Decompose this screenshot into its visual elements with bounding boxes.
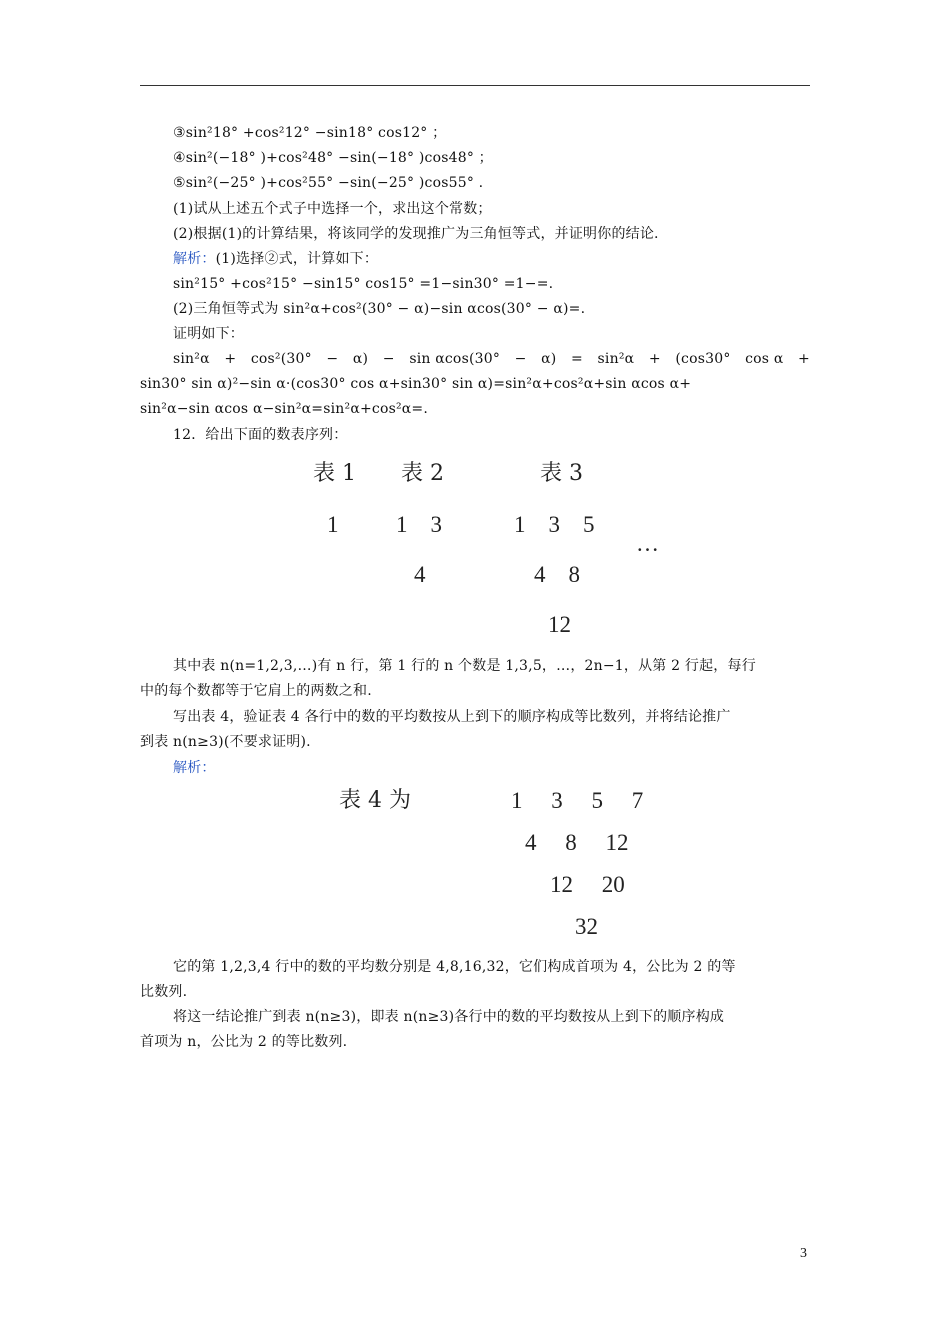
solution-intro-label: 解析： (173, 251, 216, 267)
problem-12-title: 12．给出下面的数表序列： (173, 427, 348, 443)
proof-line-3: sin²α−sin αcos α−sin²α=sin²α+cos²α=. (140, 401, 428, 417)
question-2: (2)根据(1)的计算结果，将该同学的发现推广为三角恒等式，并证明你的结论. (173, 226, 659, 242)
proof-token: α) (541, 351, 557, 367)
proof-token: − (326, 351, 339, 367)
table-1-header: 表 1 (313, 461, 356, 486)
proof-token: cos α (745, 351, 784, 367)
proof-token: sin αcos(30° (409, 351, 501, 367)
table-4-row-2: 4 8 12 (525, 830, 629, 855)
proof-heading: 证明如下： (173, 326, 244, 342)
table-3-row-2: 4 8 (534, 562, 580, 587)
proof-token: − (382, 351, 395, 367)
table-3-header: 表 3 (540, 461, 583, 486)
proof-token: cos²(30° (250, 351, 312, 367)
table-4-row-4: 32 (575, 914, 598, 939)
table-3-row-1: 1 3 5 (514, 512, 595, 537)
proof-token: + (798, 351, 810, 367)
proof-token: sin²α (597, 351, 635, 367)
table-4-row-3: 12 20 (550, 872, 625, 897)
expr-3: ③sin²18° +cos²12° −sin18° cos12° ； (173, 125, 447, 141)
page-number: 3 (800, 1246, 807, 1261)
proof-token: + (648, 351, 661, 367)
proof-line-1 (173, 349, 810, 369)
table-1-row-1: 1 (327, 512, 339, 537)
table-2-row-1: 1 3 (396, 512, 442, 537)
table-4-label: 表 4 为 (339, 788, 411, 813)
proof-token: − (514, 351, 527, 367)
proof-line-2: sin30° sin α)²−sin α·(cos30° cos α+sin30° sin α)=sin²α+cos²α+sin αcos α+ (140, 376, 692, 392)
table-2-row-2: 4 (414, 562, 426, 587)
question-1: (1)试从上述五个式子中选择一个，求出这个常数； (173, 201, 492, 217)
solution-label: 解析： (173, 760, 216, 776)
header-rule (140, 85, 810, 86)
generalization-2: 首项为 n，公比为 2 的等比数列. (140, 1034, 348, 1050)
proof-token: α) (352, 351, 369, 367)
solution-intro: 解析：(1)选择②式，计算如下： (173, 251, 379, 267)
identity-statement: (2)三角恒等式为 sin²α+cos²(30° − α)−sin αcos(30° − α)=. (173, 301, 586, 317)
proof-token: sin²α (173, 351, 210, 367)
proof-token: + (224, 351, 237, 367)
problem-12-desc-2: 中的每个数都等于它肩上的两数之和. (140, 683, 372, 699)
proof-token: = (571, 351, 583, 367)
conclusion-2: 比数列. (140, 984, 188, 1000)
expr-5: ⑤sin²(−25° )+cos²55° −sin(−25° )cos55° . (173, 175, 484, 191)
table-3-row-3: 12 (548, 612, 571, 637)
solution-calc: sin²15° +cos²15° −sin15° cos15° =1−sin30° =1−=. (173, 276, 554, 292)
expr-4: ④sin²(−18° )+cos²48° −sin(−18° )cos48° ； (173, 150, 493, 166)
problem-12-task-1: 写出表 4，验证表 4 各行中的数的平均数按从上到下的顺序构成等比数列，并将结论推广 (173, 709, 731, 725)
conclusion-1: 它的第 1,2,3,4 行中的数的平均数分别是 4,8,16,32，它们构成首项为 4，公比为 2 的等 (173, 959, 736, 975)
table-2-header: 表 2 (401, 461, 444, 486)
table-4-row-1: 1 3 5 7 (511, 788, 644, 813)
generalization-1: 将这一结论推广到表 n(n≥3)，即表 n(n≥3)各行中的数的平均数按从上到下的顺序构成 (173, 1009, 725, 1025)
problem-12-desc-1: 其中表 n(n=1,2,3,…)有 n 行，第 1 行的 n 个数是 1,3,5，…，2n−1，从第 2 行起，每行 (173, 658, 756, 674)
ellipsis: … (636, 531, 659, 556)
proof-token: (cos30° (675, 351, 731, 367)
problem-12-task-2: 到表 n(n≥3)(不要求证明). (140, 734, 311, 750)
